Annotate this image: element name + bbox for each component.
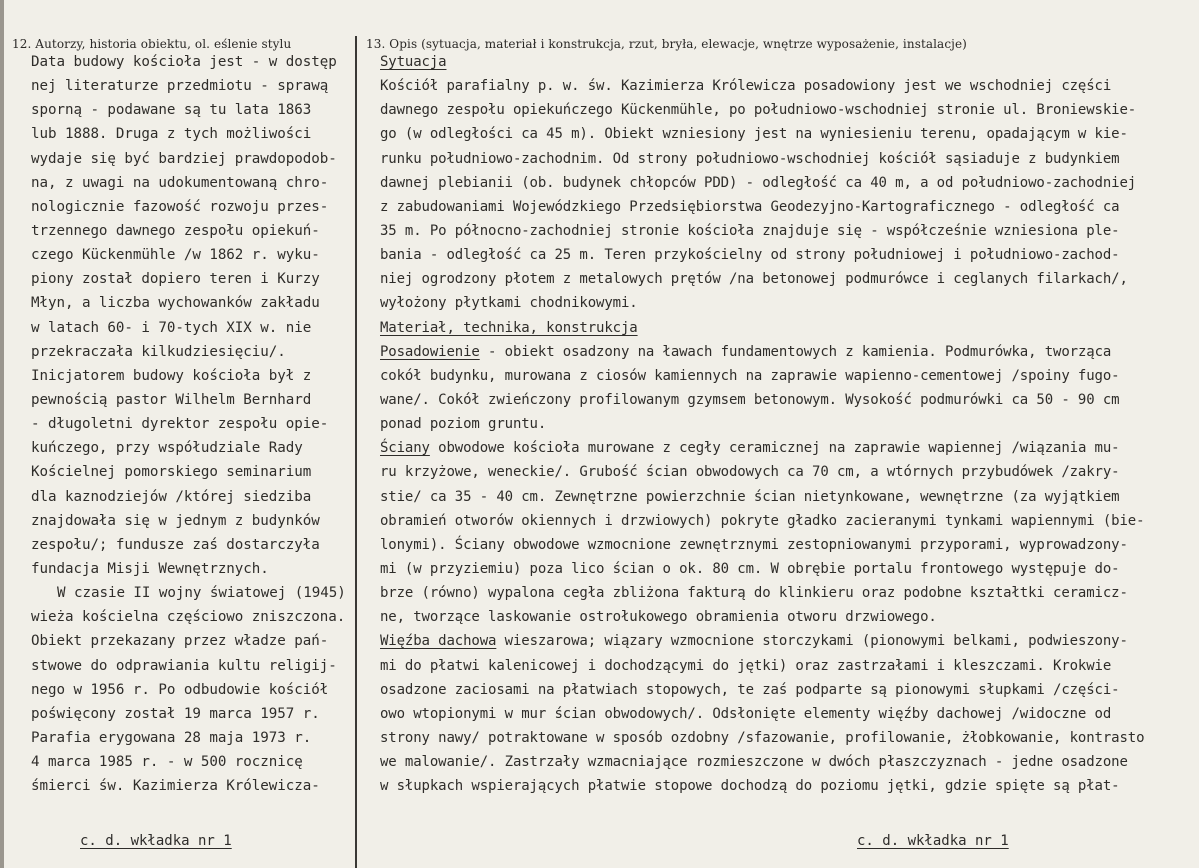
text-line: ru krzyżowe, weneckie/. Grubość ścian obwodowych ca 70 cm, a wtórnych przybudówek /zakry- (380, 464, 1120, 481)
posadowienie-first-text: - obiekt osadzony na ławach fundamentowych z kamienia. Podmurówka, tworząca (479, 343, 1112, 360)
continuation-note-left: c. d. wkładka nr 1 (80, 833, 232, 849)
text-line: poświęcony został 19 marca 1957 r. (31, 705, 320, 722)
text-line: obramień otworów okiennych i drzwiowych) pokryte gładko zacieranymi tynkami wapiennymi (bie- (380, 512, 1145, 529)
text-line: - długoletni dyrektor zespołu opie- (31, 416, 329, 433)
text-line: wyłożony płytkami chodnikowymi. (380, 295, 638, 312)
column-divider (355, 36, 357, 868)
text-line: znajdowała się w jednym z budynków (31, 512, 320, 529)
text-line: 35 m. Po północno-zachodniej stronie kościoła znajduje się - współcześnie wzniesiona ple- (380, 222, 1120, 239)
text-line: nego w 1956 r. Po odbudowie kościół (31, 681, 329, 698)
text-line: piony został dopiero teren i Kurzy (31, 271, 320, 288)
text-line: mi (w przyziemiu) poza lico ścian o ok. 80 cm. W obrębie portalu frontowego występuje do- (380, 560, 1120, 577)
text-line: owo wtopionymi w mur ścian obwodowych/. Odsłonięte elementy więźby dachowej /widoczne od (380, 705, 1112, 722)
wiezba-first-text: wieszarowa; wiązary wzmocnione storczykami (pionowymi belkami, podwieszony- (496, 633, 1128, 650)
text-line: Obiekt przekazany przez władze pań- (31, 633, 329, 650)
text-line: fundacja Misji Wewnętrznych. (31, 560, 269, 577)
section-12-header: 12. Autorzy, historia obiektu, ol. eślenie stylu (12, 37, 292, 51)
text-line: wydaje się być bardziej prawdopodob- (31, 150, 337, 167)
sciany-first-line (380, 436, 1195, 460)
text-line: wieża kościelna częściowo zniszczona. (31, 609, 346, 626)
sciany-paragraph (380, 460, 1195, 629)
text-line: strony nawy/ potraktowane w sposób ozdobny /sfazowanie, profilowanie, żłobkowanie, kontrasto (380, 729, 1145, 746)
text-line: przekraczała kilkudziesięciu/. (31, 343, 286, 360)
text-line: Inicjatorem budowy kościoła był z (31, 367, 312, 384)
text-line: stie/ ca 35 - 40 cm. Zewnętrzne powierzchnie ścian nietynkowane, wewnętrzne (za wyjątkiem (380, 488, 1120, 505)
heading-sytuacja: Sytuacja (380, 54, 447, 70)
text-line: osadzone zaciosami na płatwiach stopowych, te zaś podparte są pionowymi słupkami /części- (380, 681, 1120, 698)
text-line: Parafia erygowana 28 maja 1973 r. (31, 729, 312, 746)
text-line: stwowe do odprawiania kultu religij- (31, 657, 337, 674)
text-line: W czasie II wojny światowej (1945) (57, 585, 346, 602)
wiezba-paragraph (380, 654, 1195, 799)
text-line: śmierci św. Kazimierza Królewicza- (31, 778, 320, 795)
text-line: Młyn, a liczba wychowanków zakładu (31, 295, 320, 312)
text-line: dla kaznodziejów /której siedziba (31, 488, 312, 505)
text-line: pewnością pastor Wilhelm Bernhard (31, 391, 312, 408)
text-line: 4 marca 1985 r. - w 500 rocznicę (31, 754, 303, 771)
posadowienie-first-line (380, 340, 1195, 364)
text-line: zespołu/; fundusze zaś dostarczyła (31, 536, 320, 553)
sytuacja-paragraph (380, 74, 1195, 315)
text-line: dawnego zespołu opiekuńczego Kückenmühle, po południowo-wschodniej stronie ul. Broniewskie- (380, 102, 1137, 119)
text-line: brze (równo) wypalona cegła zbliżona fakturą do klinkieru oraz podobne kształtki ceramicz- (380, 585, 1128, 602)
text-line: czego Kückenmühle /w 1862 r. wyku- (31, 247, 320, 264)
text-line: go (w odległości ca 45 m). Obiekt wzniesiony jest na wyniesieniu terenu, opadającym w kie- (380, 126, 1128, 143)
posadowienie-paragraph (380, 364, 1195, 436)
text-line: w latach 60- i 70-tych XIX w. nie (31, 319, 312, 336)
description-text-column (380, 50, 1195, 798)
page-edge (0, 0, 4, 868)
heading-material: Materiał, technika, konstrukcja (380, 319, 638, 336)
text-line: dawnej plebianii (ob. budynek chłopców PDD) - odległość ca 40 m, a od południowo-zachodniej (380, 174, 1137, 191)
text-line: mi do płatwi kalenicowej i dochodzącymi do jętki) oraz zastrzałami i kleszczami. Krokwie (380, 657, 1112, 674)
text-line: lub 1888. Druga z tych możliwości (31, 126, 312, 143)
text-line: runku południowo-zachodnim. Od strony południowo-wschodniej kościół sąsiaduje z budynkiem (380, 150, 1120, 167)
posadowienie-label: Posadowienie (380, 343, 480, 360)
text-line: wane/. Cokół zwieńczony profilowanym gzymsem betonowym. Wysokość podmurówki ca 50 - 90 cm (380, 391, 1120, 408)
history-text-column (31, 50, 351, 798)
sciany-first-text: obwodowe kościoła murowane z cegły ceramicznej na zaprawie wapiennej /wiązania mu- (429, 440, 1120, 457)
section-13-header: 13. Opis (sytuacja, materiał i konstrukcja, rzut, bryła, elewacje, wnętrze wyposażenie, instalacje) (366, 37, 967, 51)
text-line: we malowanie/. Zastrzały wzmacniające rozmieszczone w dwóch płaszczyznach - jedne osadzone (380, 754, 1128, 771)
text-line: ponad poziom gruntu. (380, 416, 547, 433)
text-line: lonymi). Ściany obwodowe wzmocnione zewnętrznymi zestopniowanymi przyporami, wyprowadzony- (380, 536, 1128, 553)
text-line: bania - odległość ca 25 m. Teren przykościelny od strony południowej i południowo-zachod- (380, 247, 1120, 264)
continuation-note-right: c. d. wkładka nr 1 (857, 833, 1009, 849)
text-line: ne, tworzące laskowanie ostrołukowego obramienia otworu drzwiowego. (380, 609, 937, 626)
wiezba-first-line (380, 629, 1195, 653)
text-line: niej ogrodzony płotem z metalowych prętów /na betonowej podmurówce i ceglanych filarkach/, (380, 271, 1128, 288)
text-line: Kościół parafialny p. w. św. Kazimierza Królewicza posadowiony jest we wschodniej części (380, 78, 1112, 95)
text-line: cokół budynku, murowana z ciosów kamiennych na zaprawie wapienno-cementowej /spoiny fugo- (380, 367, 1120, 384)
text-line: nologicznie fazowość rozwoju przes- (31, 198, 329, 215)
text-line: w słupkach wspierających płatwie stopowe dochodzą do poziomu jętki, gdzie spięte są płat- (380, 778, 1120, 795)
text-line: na, z uwagi na udokumentowaną chro- (31, 174, 329, 191)
sciany-label: Ściany (380, 440, 430, 457)
wiezba-label: Więźba dachowa (380, 633, 497, 650)
text-line: kuńczego, przy współudziale Rady (31, 440, 303, 457)
text-line: sporną - podawane są tu lata 1863 (31, 102, 312, 119)
text-line: z zabudowaniami Wojewódzkiego Przedsiębiorstwa Geodezyjno-Kartograficznego - odległość ca (380, 198, 1120, 215)
text-line: trzennego dawnego zespołu opiekuń- (31, 222, 320, 239)
text-line: Data budowy kościoła jest - w dostęp (31, 54, 337, 70)
text-line: Kościelnej pomorskiego seminarium (31, 464, 312, 481)
text-line: nej literaturze przedmiotu - sprawą (31, 78, 329, 95)
